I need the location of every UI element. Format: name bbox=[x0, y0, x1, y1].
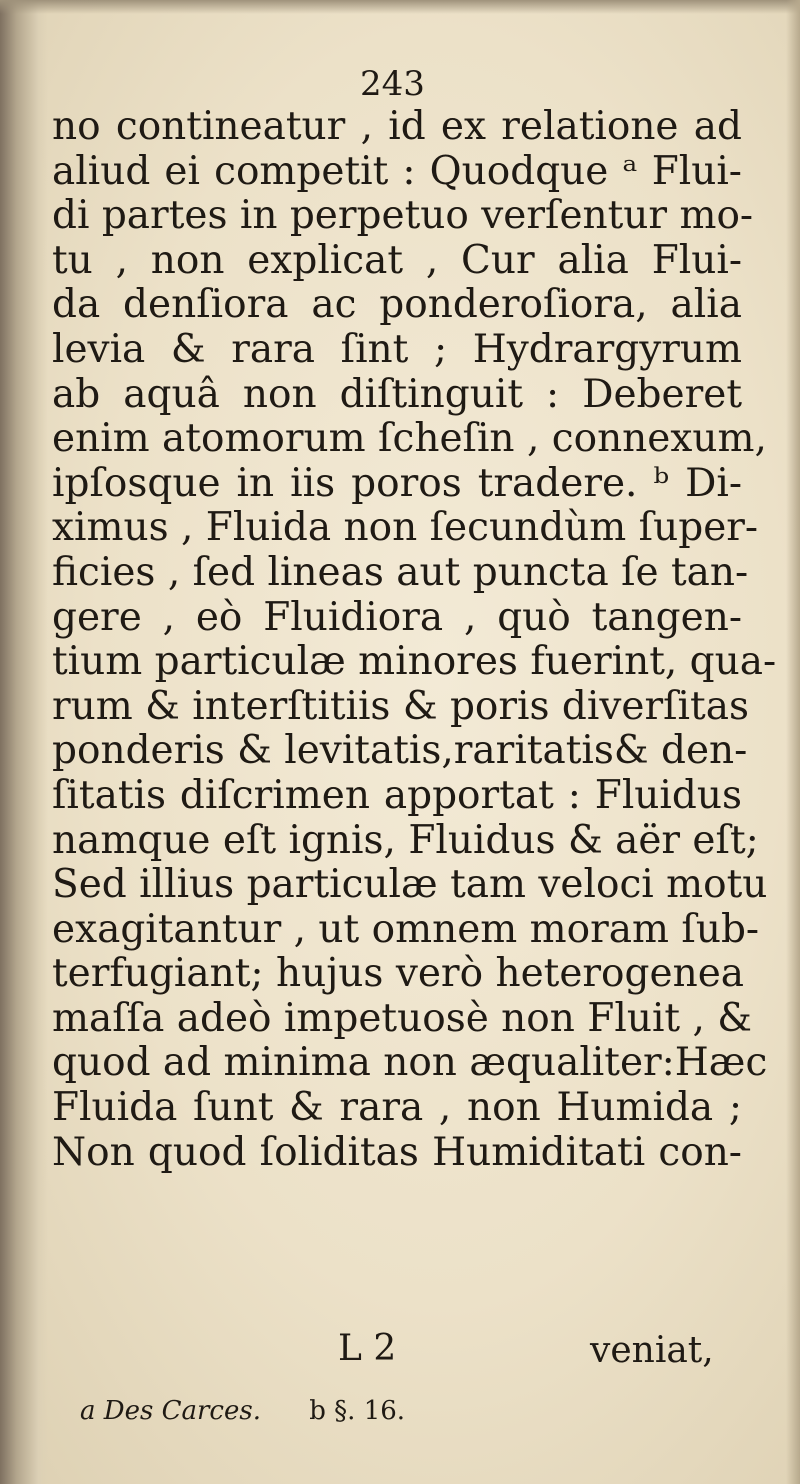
body-text bbox=[52, 104, 777, 1175]
text-line: ximus , Fluida non ſecundùm ſuper- bbox=[52, 505, 759, 551]
right-edge-shadow bbox=[786, 0, 800, 1484]
text-line: aliud ei competit : Quodque ᵃ Flui- bbox=[52, 148, 742, 194]
text-line: Fluida ſunt & rara , non Humida ; bbox=[52, 1085, 742, 1131]
text-line: Sed illius particulæ tam veloci motu bbox=[52, 862, 768, 908]
footnote-b: b §. 16. bbox=[309, 1396, 406, 1426]
text-line: quod ad minima non æqualiter:Hæc bbox=[52, 1040, 768, 1086]
text-line: rum & interſtitiis & poris diverſitas bbox=[52, 683, 749, 729]
text-line: gere , eò Fluidiora , quò tangen- bbox=[52, 594, 742, 640]
text-line: ſitatis diſcrimen apportat : Fluidus bbox=[52, 772, 742, 818]
catchword: veniat, bbox=[590, 1330, 714, 1371]
text-line: tu , non explicat , Cur alia Flui- bbox=[52, 237, 742, 283]
text-line: ipſosque in iis poros tradere. ᵇ Di- bbox=[52, 460, 742, 506]
text-line: Non quod ſoliditas Humiditati con- bbox=[52, 1129, 742, 1175]
footnote-a: a Des Carces. bbox=[80, 1396, 261, 1426]
text-line: ponderis & levitatis,raritatis& den- bbox=[52, 728, 748, 774]
text-line: maſſa adeò impetuosè non Fluit , & bbox=[52, 995, 753, 1041]
text-line: enim atomorum ſcheſin , connexum, bbox=[52, 416, 767, 462]
signature-mark: L 2 bbox=[338, 1328, 397, 1369]
text-line: exagitantur , ut omnem moram ſub- bbox=[52, 906, 760, 952]
text-line: no contineatur , id ex relatione ad bbox=[52, 104, 742, 149]
text-line: ficies , ſed lineas aut puncta ſe tan- bbox=[52, 549, 749, 595]
text-line: terfugiant; hujus verò heterogenea bbox=[52, 951, 745, 997]
text-line: tium particulæ minores fuerint, qua- bbox=[52, 639, 777, 685]
text-line: da denſiora ac ponderoſiora, alia bbox=[52, 282, 742, 328]
text-line: levia & rara ſint ; Hydrargyrum bbox=[52, 326, 742, 372]
text-line: di partes in perpetuo verſentur mo- bbox=[52, 193, 754, 239]
binding-gutter-shadow bbox=[0, 0, 48, 1484]
footnotes bbox=[80, 1394, 405, 1428]
top-edge-shadow bbox=[0, 0, 800, 14]
page-number: 243 bbox=[360, 64, 425, 104]
text-line: ab aquâ non diſtinguit : Deberet bbox=[52, 371, 742, 417]
text-line: namque eſt ignis, Fluidus & aër eſt; bbox=[52, 817, 759, 863]
